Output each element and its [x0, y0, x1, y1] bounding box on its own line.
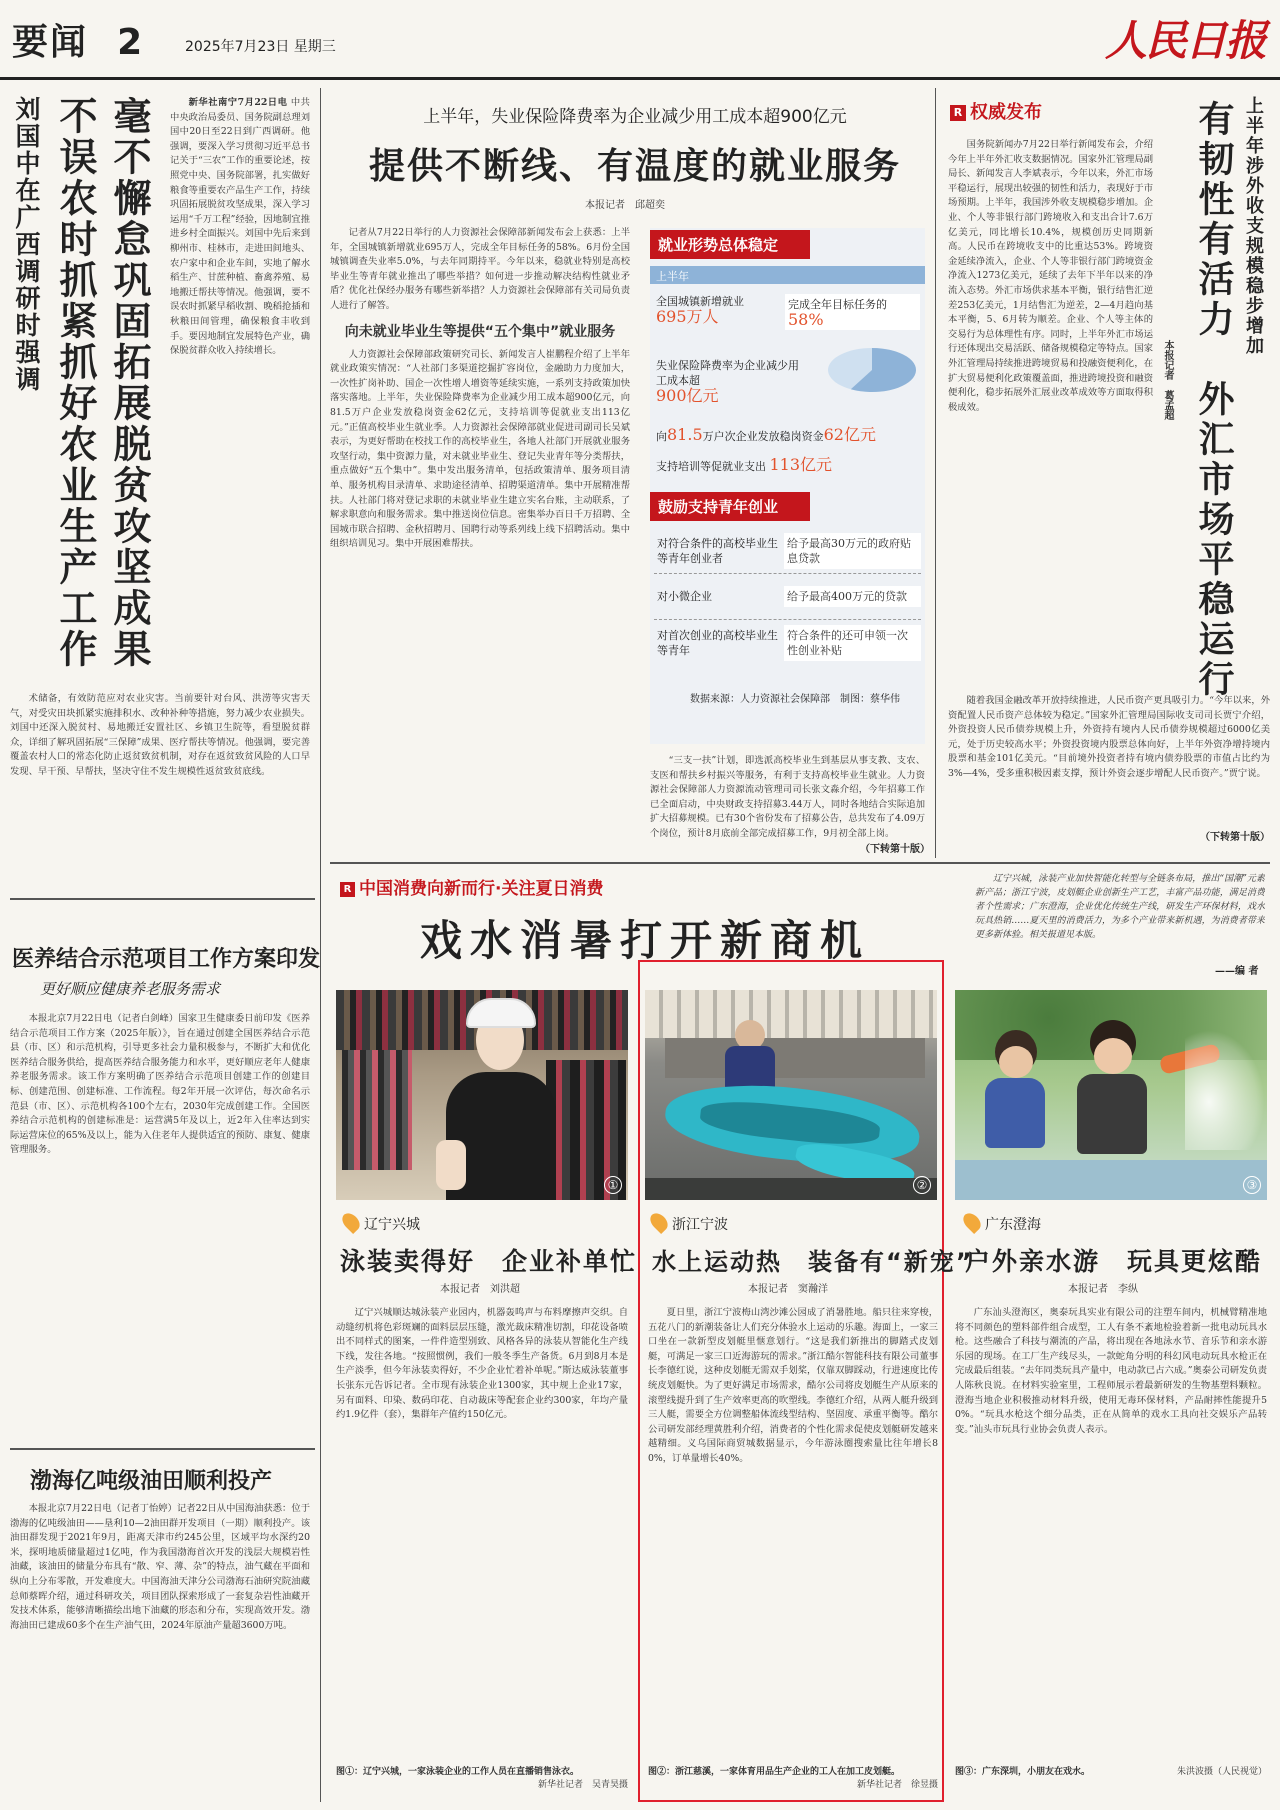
info-stat-2: 完成全年目标任务的 58%: [785, 294, 920, 330]
col3-caption: 图③：广东深圳，小朋友在戏水。 朱洪波摄（人民视觉）: [955, 1767, 1267, 1777]
photo-swimwear-livestream: [336, 990, 628, 1200]
unemp-byline: 本报记者 邱超奕: [585, 200, 665, 211]
lead-dateline: 新华社南宁7月22日电: [188, 97, 288, 108]
lead-text-2: 术储备，有效防范应对农业灾害。当前要针对台风、洪涝等灾害天气，对受灾田块抓紧实施排积水、改种补种等措施，努力减少农业损失。刘国中还深入脱贫村、易地搬迁安置社区、乡镇卫生院等，看望脱贫群众，详细了解巩固拓展“三保障”成果、医疗帮扶等情况。他强调，要完善覆盖农村人口的常态化防止返贫致贫机制，对存在返贫致贫风险的人口早发现、早干预、早帮扶，坚决守住不发生规模性返贫致贫底线。: [10, 693, 310, 777]
location-tag: 辽宁兴城: [344, 1212, 420, 1234]
unemp-title: 提供不断线、有温度的就业服务: [368, 145, 901, 187]
info-row: 对小微企业 给予最高400万元的贷款: [654, 574, 921, 620]
photo-number: ③: [1243, 1176, 1261, 1194]
forex-sub: 上半年涉外收支规模稳步增加: [1243, 96, 1264, 356]
info-stat-4-value: 81.5: [667, 425, 703, 444]
forex-more: （下转第十版）: [1200, 832, 1270, 843]
forex-text: 国务院新闻办7月22日举行新闻发布会，介绍今年上半年外汇收支数据情况。国家外汇管理局副局长、新闻发言人李斌表示，今年以来，外汇市场平稳运行，展现出较强的韧性和活力，表现好于市场预期。上半年，我国涉外收支规模稳步增加。企业、个人等非银行部门跨境收入和支出合计7.6万亿美元，同比增长10.4%，规模创历史同期新高。人民币在跨境收支中的比重达53%。跨境资金延续净流入，企业、个人等非银行部门跨境资金净流入1273亿美元，延续了去年下半年以来的净流入态势。外汇市场供求基本平衡，银行结售汇逆差253亿美元，1月结售汇为逆差，2—4月趋向基本平衡，5、6月转为顺差。企业、个人等主体的交易行为总体理性有序。同时，上半年外汇市场运行还体现出交易活跃、储备规模稳定等特点。国家外汇管理局持续推进跨境贸易和投融资便利化，在扩大贸易便利化政策覆盖面，推进跨境投资和融资便利化，稳步拓展外汇展业改革成效等方面取得积极成效。: [948, 139, 1153, 413]
info-stat-3-value: 900亿元: [656, 386, 719, 405]
lead-title-left: 刘国中在广西调研时强调: [12, 96, 41, 393]
forex-body-2: [948, 694, 1270, 824]
photo-number: ①: [604, 1176, 622, 1194]
unemp-body: [330, 226, 630, 676]
report-icon: R: [340, 882, 355, 897]
col1-text: 辽宁兴城顺达城泳装产业园内，机器轰鸣声与布料摩擦声交织。自动缝纫机将色彩斑斓的面料层层压缝，激光裁床精准切割，印花设备喷出不同样式的图案，一件件造型别致、风格各异的泳装从智能化生产线下线，发往各地。“按照惯例，我们一般冬季生产备货。6月到8月本是生产淡季，但今年泳装卖得好，不少企业忙着补单呢。”斯达威泳装董事长张东元告诉记者。全市现有泳装企业1300家，其中规上企业17家，另有面料、印染、数码印花、自动裁床等配套企业约300家，年均产量约1.9亿件（套），集群年产值约150亿元。: [336, 1307, 628, 1421]
info-row: 对首次创业的高校毕业生等青年 符合条件的还可申领一次性创业补贴: [654, 620, 921, 666]
summer-badge: R 中国消费向新而行·关注夏日消费: [340, 874, 603, 899]
photo-kids-water-play: [955, 990, 1267, 1200]
info-stat-4: 向81.5万户次企业发放稳岗资金62亿元: [656, 425, 876, 444]
unemp-subhead: 向未就业毕业生等提供“五个集中”就业服务: [344, 323, 616, 340]
divider: [10, 1448, 315, 1450]
report-icon: R: [950, 105, 966, 121]
unemp-more: （下转第十版）: [860, 844, 930, 855]
col2-title: 水上运动热 装备有“新宠”: [652, 1248, 974, 1276]
location-tag: 浙江宁波: [652, 1212, 728, 1234]
info-table: [654, 528, 921, 666]
forex-body: [948, 138, 1153, 678]
info-stat-5-value: 113亿元: [769, 455, 833, 474]
info-source: 数据来源：人力资源社会保障部 制图：蔡华伟: [690, 694, 900, 705]
divider: [320, 88, 321, 898]
summer-editor: ——编 者: [1215, 966, 1259, 977]
lead-body: [170, 96, 310, 696]
col3-body: [955, 1306, 1267, 1762]
location-tag: 广东澄海: [965, 1212, 1041, 1234]
forex-badge: R 权威发布: [950, 98, 1042, 124]
col2-caption: 图②：浙江慈溪，一家体育用品生产企业的工人在加工皮划艇。 新华社记者 徐昱摄: [648, 1767, 938, 1790]
photo-number: ②: [913, 1176, 931, 1194]
unemp-text-2: 人力资源社会保障部政策研究司长、新闻发言人崔鹏程介绍了上半年就业政策实情况：“人社部门多渠道挖掘扩容岗位，金融助力力度加大，一次性扩岗补助、国企一次性增人增资等延续实施，一系列支持政策加快落实落地。上半年，失业保险降费率为企业减少用工成本超900亿元，向81.5万户企业发放稳岗资金62亿元，支持培训等促就业支出113亿元。”正值高校毕业生就业季。人力资源社会保障部就业促进司副司长吴斌表示，为更好帮助在校找工作的高校毕业生，各地人社部门开展就业服务攻坚行动，集中资源力量，对未就业毕业生、登记失业青年等分类帮扶，重点做好“五个集中”。集中发出服务清单，包括政策清单、服务项目清单、服务机构目录清单、求助途径清单、招聘渠道清单。集中开展精准帮扶。人社部门将对登记求职的未就业毕业生建立实名台账，主动联系，了解求职意向和服务需求。集中推送岗位信息。密集举办百日千万招聘、全国城市联合招聘、金秋招聘月、国聘行动等系列线上线下招聘活动。集中组织培训见习。集中开展困难帮扶。: [330, 348, 630, 550]
lead-body-2: [10, 692, 310, 892]
unemp-text: 记者从7月22日举行的人力资源社会保障部新闻发布会上获悉：上半年，全国城镇新增就业695万人，完成全年目标任务的58%。6月份全国城镇调查失业率5.0%，与去年同期持平。今年以来，稳就业特别是高校毕业生等青年就业推出了哪些举措？如何进一步推动解决结构性就业矛盾？优化社保经办服务有哪些新举措？人力资源社会保障部有关司局负责人进行了解答。: [330, 227, 630, 311]
lead-text: 中共中央政治局委员、国务院副总理刘国中20日至22日到广西调研。他强调，要深入学习贯彻习近平总书记关于“三农”工作的重要论述，按照党中央、国务院部署，扎实做好粮食等重要农产品生产工作，持续巩固拓展脱贫攻坚成果，深入学习运用“千万工程”经验，因地制宜推进乡村全面振兴。刘国中先后来到柳州市、桂林市，走进田间地头、农户家中和企业车间，实地了解水稻生产、甘蔗种植、畜禽养殖、易地搬迁帮扶等情况。他强调，要不误农时抓紧早稻收割、晚稻抢插和秋粮田间管理，确保粮食丰收到手。要因地制宜发展特色产业，确保脱贫群众收入持续增长。: [170, 97, 310, 357]
col2-body: [648, 1306, 938, 1762]
forex-title-a: 有韧性有活力: [1193, 100, 1234, 340]
col1-byline: 本报记者 刘洪超: [440, 1284, 520, 1295]
col3-text: 广东汕头澄海区，奥泰玩具实业有限公司的注塑车间内，机械臂精准地将不同颜色的塑料部件组合成型，工人有条不紊地检验着新一批电动玩具水枪。这些融合了科技与潮流的产品，将出现在各地泳水节、音乐节和亲水游乐园的现场。在工厂生产线尽头，一款蛇角分明的科幻风电动玩具水枪正在完成最后组装。“去年同类玩具产量中，电动款已占六成。”奥泰公司研发负责人陈秋良说。在材料实验室里，工程师展示着最新研发的生物基塑料颗粒。澄海当地企业积极推动材料升级，使用无毒环保材料，产品耐摔性能提升50%。“玩具水枪这个细分品类，正在从简单的戏水工具向社交娱乐产品转变。”汕头市玩具行业协会负责人表示。: [955, 1307, 1267, 1435]
divider: [330, 862, 1270, 864]
health-title: 医养结合示范项目工作方案印发: [12, 947, 321, 972]
col1-title: 泳装卖得好 企业补单忙: [340, 1247, 638, 1276]
forex-byline: 本报记者 葛孟超: [1162, 340, 1173, 420]
info-heading-1: 就业形势总体稳定: [650, 230, 810, 259]
info-heading-2: 鼓励支持青年创业: [650, 492, 810, 521]
info-stat-1: 全国城镇新增就业 695万人: [656, 294, 781, 324]
health-text: 本报北京7月22日电（记者白剑峰）国家卫生健康委日前印发《医养结合示范项目工作方案（2025年版）》，旨在通过创建全国医养结合示范县（市、区）和示范机构，引导更多社会力量积极参与，不断扩大和优化医养结合服务供给，提高医养结合服务能力和水平，更好顺应老年人健康养老服务需求。该工作方案明确了医养结合示范项目创建工作的创建目标、创建范围、创建标准、工作流程。每2年开展一次评估，每次命名示范县（市、区）、示范机构各100个左右，2030年完成创建工作。全国医养结合示范机构的创建标准是：运营满5年及以上，近2年入住率达到实际运营床位的65%及以上，能为入住老年人提供适宜的预防、康复、健康管理服务。: [10, 1013, 310, 1156]
lead-title-right: 毫不懈怠巩固拓展脱贫攻坚成果 不误农时抓紧抓好农业生产工作: [53, 96, 151, 670]
health-body: [10, 1012, 310, 1432]
col1-body: [336, 1306, 628, 1762]
divider: [10, 898, 315, 900]
col3-byline: 本报记者 李纵: [1068, 1284, 1138, 1295]
info-stat-5: 支持培训等促就业支出 113亿元: [656, 455, 833, 474]
newspaper-logo: 人民日报: [1104, 16, 1265, 65]
info-pie-chart: [822, 330, 922, 400]
col3-title: 户外亲水游 玩具更炫酷: [965, 1247, 1263, 1276]
col2-text: 夏日里，浙江宁波梅山湾沙滩公园成了消暑胜地。船只往来穿梭，五花八门的新潮装备让人们充分体验水上运动的乐趣。海面上，一家三口坐在一款新型皮划艇里惬意划行。“这是我们新推出的脚踏式皮划艇，可满足一家三口近海游玩的需求。”浙江酷尔智能科技有限公司董事长李德红说，这种皮划艇无需双手划桨，仅靠双脚踩动，行进速度比传统皮划艇快。为了更好满足市场需求，酷尔公司将皮划艇生产从原来的滚塑线提升到了生产效率更高的吹塑线。李德红介绍，从两人艇升级到三人艇，需要全方位调整船体流线型结构、坚固度、承重平衡等。酷尔公司研发部经理黄胜利介绍，消费者的个性化需求促使皮划艇研发越来越精细。义乌国际商贸城数据显示，今年游泳圈搜索量比往年增长80%，订单量增长40%。: [648, 1307, 938, 1464]
health-sub: 更好顺应健康养老服务需求: [40, 980, 221, 998]
info-stat-3: 失业保险降费率为企业减少用工成本超 900亿元: [656, 358, 806, 403]
col1-caption: 图①：辽宁兴城，一家泳装企业的工作人员在直播销售泳衣。 新华社记者 吴青昊摄: [336, 1767, 628, 1790]
forex-title-b: 外汇市场平稳运行: [1193, 380, 1234, 700]
location-pin-icon: [339, 1210, 363, 1234]
divider: [320, 872, 321, 1802]
info-stat-2-value: 58%: [788, 310, 824, 329]
page-section: 要闻 2: [12, 22, 145, 63]
oil-body: [10, 1502, 310, 1802]
summer-intro: 辽宁兴城，泳装产业加快智能化转型与全链条布局，推出“国潮”元素新产品；浙江宁波，皮划艇企业创新生产工艺，丰富产品功能，满足消费者个性需求；广东澄海，企业优化传统生产线，研发生产环保材料，戏水玩具热销……夏天里的消费活力，为多个产业带来新机遇，为消费者带来更多新体验。相关报道见本版。: [975, 874, 1265, 940]
divider: [935, 88, 936, 858]
location-pin-icon: [960, 1210, 984, 1234]
oil-title: 渤海亿吨级油田顺利投产: [30, 1469, 273, 1494]
info-stat-1-value: 695万人: [656, 307, 719, 326]
forex-text-2: 随着我国金融改革开放持续推进，人民币资产更具吸引力。“今年以来，外资配置人民币资产总体较为稳定。”国家外汇管理局国际收支司司长贾宁介绍，外资投资人民币债券规模上升，外资持有境内人民币债券规模超过6000亿美元，处于历史较高水平；外资投资境内股票总体向好，上半年外资净增持境内股票和基金101亿美元。“目前境外投资者持有境内债券股票的市值占比约为3%—4%，受多重积极因素支撑，预计外资会逐步增配人民币资产。”贾宁说。: [948, 695, 1270, 779]
unemp-text-3: “三支一扶”计划，即选派高校毕业生到基层从事支教、支农、支医和帮扶乡村振兴等服务，有利于支持高校毕业生就业。人力资源社会保障部人力资源流动管理司司长张文淼介绍，今年招募工作已全面启动，中央财政支持招募3.44万人，同时各地结合实际追加扩大招募规模。已有30个省份发布了招募公告，总共发布了4.09万个岗位，预计8月底前全部完成招募工作，9月初全部上岗。: [650, 755, 925, 839]
info-row: 对符合条件的高校毕业生等青年创业者 给予最高30万元的政府贴息贷款: [654, 528, 921, 574]
masthead: [0, 0, 1280, 80]
col2-byline: 本报记者 窦瀚洋: [748, 1284, 828, 1295]
summer-title: 戏水消暑打开新商机: [420, 916, 871, 965]
unemp-sub: 上半年，失业保险降费率为企业减少用工成本超900亿元: [423, 107, 847, 127]
issue-date: 2025年7月23日 星期三: [185, 39, 336, 55]
info-band: 上半年: [650, 266, 925, 284]
oil-text: 本报北京7月22日电（记者丁怡婷）记者22日从中国海油获悉：位于渤海的亿吨级油田——垦利10—2油田群开发项目（一期）顺利投产。该油田群发现于2021年9月，距离天津市约245公里，区域平均水深约20米，探明地质储量超过1亿吨，作为我国渤海首次开发的浅层大规模岩性油藏，该油田的储量分布具有“散、窄、薄、杂”的特点，油气藏在平面和纵向上分布零散，开发难度大。中国海油天津分公司渤海石油研究院油藏总师蔡晖介绍，通过科研攻关，项目团队探索形成了一套复杂岩性油藏开发技术体系，能够清晰描绘出地下油藏的形态和分布，实现高效开发。渤海油田已建成60多个在生产油气田，2024年原油产量超3600万吨。: [10, 1503, 310, 1631]
